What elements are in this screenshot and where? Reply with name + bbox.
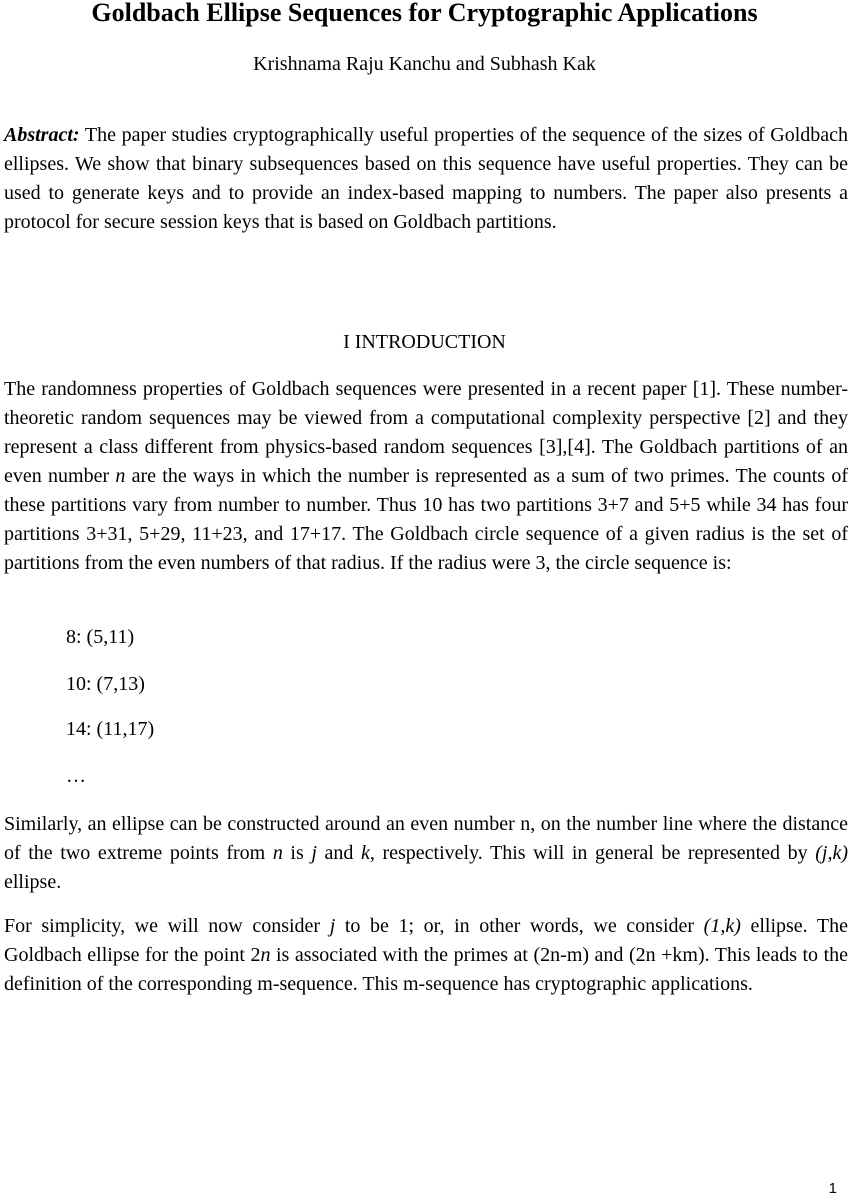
simplicity-var-j: j	[329, 915, 336, 937]
intro-var-n: n	[115, 465, 126, 487]
ellipse-text-1: Similarly, an ellipse can be constructed around an even number n, on the number line where the distance of the two extreme points from	[4, 813, 848, 864]
simplicity-text-3: ellipse. The Goldbach ellipse for the point 2	[4, 915, 848, 966]
section-heading-introduction: I INTRODUCTION	[343, 331, 506, 353]
ellipse-var-jk: (j,k)	[815, 842, 848, 864]
abstract	[4, 121, 848, 237]
simplicity-text-2: to be 1; or, in other words, we consider	[335, 915, 704, 937]
circle-sequence-ellipsis: …	[66, 765, 86, 787]
abstract-text: The paper studies cryptographically useful properties of the sequence of the sizes of Goldbach ellipses. We show that binary subsequences based on this sequence have useful properties. They can be used to generate keys and to provide an index-based mapping to numbers. The paper also presents a protocol for secure session keys that is based on Goldbach partitions.	[4, 124, 848, 233]
simplicity-text-4: is associated with the primes at (2n-m) and (2n +km). This leads to the definition of the corresponding m-sequence. This m-sequence has cryptographic applications.	[4, 944, 849, 995]
simplicity-var-n: n	[260, 944, 271, 966]
ellipse-text-5: ellipse.	[4, 871, 62, 893]
ellipse-text-3: and	[316, 842, 361, 864]
ellipse-var-n: n	[272, 842, 283, 864]
circle-sequence-item: 10: (7,13)	[66, 673, 145, 695]
authors: Krishnama Raju Kanchu and Subhash Kak	[253, 53, 596, 75]
page-number: 1	[828, 1180, 837, 1197]
intro-text-2: are the ways in which the number is represented as a sum of two primes. The counts of these partitions vary from number to number. Thus 10 has two partitions 3+7 and 5+5 while 34 has four partitions 3+31, 5+29, 11+23, and 17+17. The Goldbach circle sequence of a given radius is the set of partitions from the even numbers of that radius. If the radius were 3, the circle sequence is:	[4, 465, 849, 574]
abstract-label: Abstract:	[4, 124, 80, 146]
ellipse-paragraph	[4, 810, 848, 897]
intro-text-1: The randomness properties of Goldbach sequences were presented in a recent paper [1]. These number-theoretic random sequences may be viewed from a computational complexity perspective [2] and they represent a class different from physics-based random sequences [3],[4]. The Goldbach partitions of an even number	[4, 378, 848, 487]
intro-paragraph	[4, 375, 848, 578]
simplicity-text-1: For simplicity, we will now consider	[4, 915, 330, 937]
circle-sequence-item: 8: (5,11)	[66, 626, 135, 648]
ellipse-var-j: j	[311, 842, 317, 864]
ellipse-text-2: is	[282, 842, 312, 864]
paper-title: Goldbach Ellipse Sequences for Cryptographic Applications	[91, 0, 758, 27]
simplicity-var-1k: (1,k)	[703, 915, 741, 937]
ellipse-text-4: respectively. This will in general be represented by	[374, 842, 816, 864]
circle-sequence-item: 14: (11,17)	[66, 718, 155, 740]
ellipse-var-k: k,	[360, 842, 375, 864]
simplicity-paragraph	[4, 912, 848, 999]
